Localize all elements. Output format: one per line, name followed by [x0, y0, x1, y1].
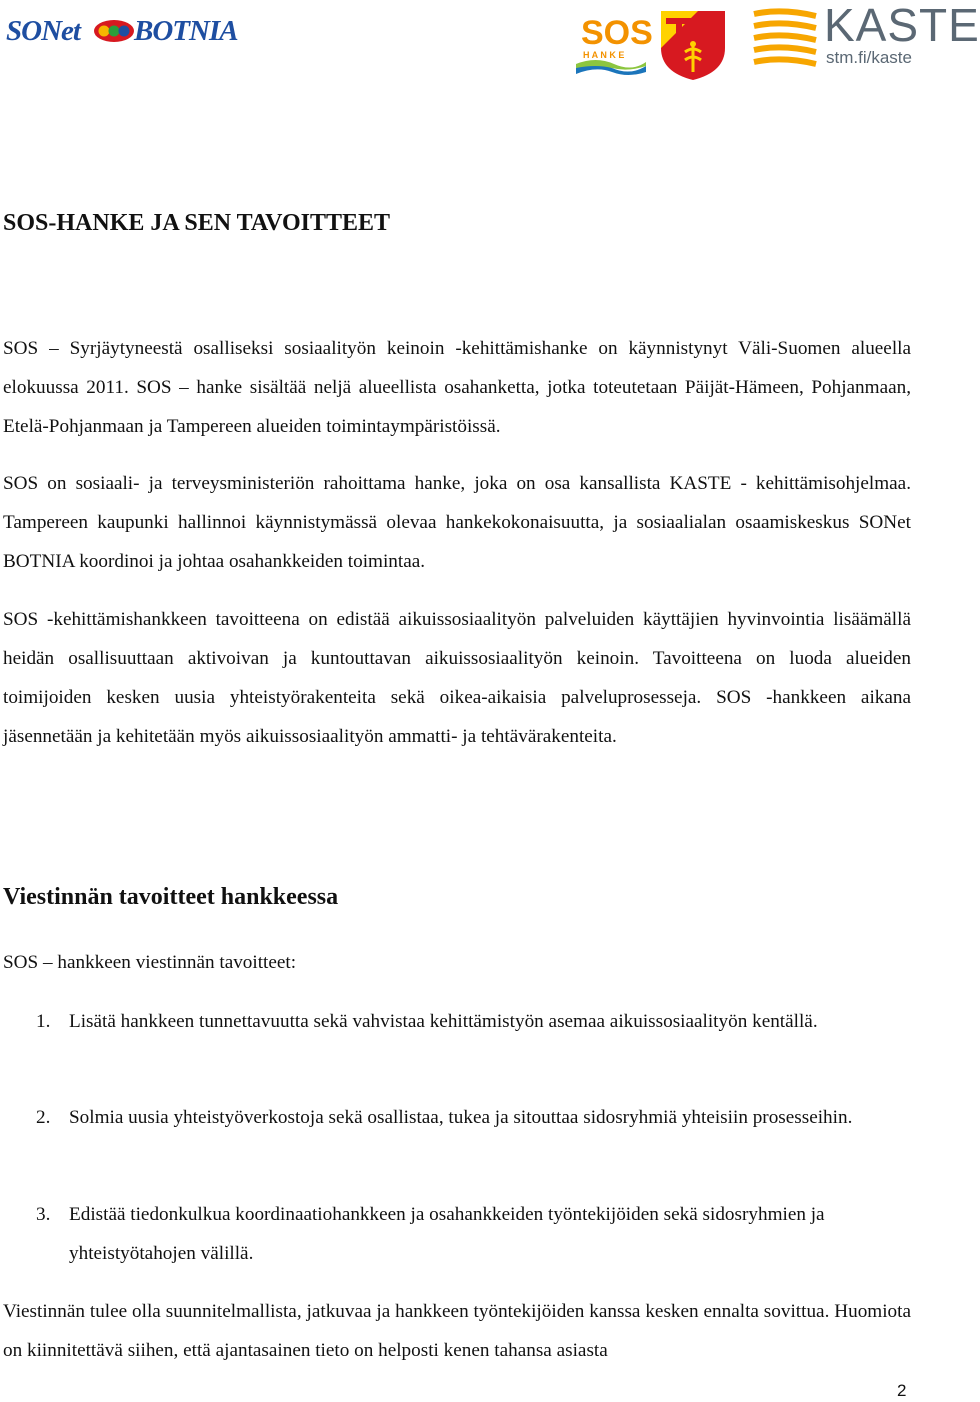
kaste-stripes-icon	[752, 6, 818, 76]
sonet-logo-text: SONet	[6, 15, 80, 47]
sonet-botnia-logo	[6, 12, 246, 52]
section-intro: SOS – hankkeen viestinnän tavoitteet:	[3, 952, 297, 973]
list-item-number: 1.	[36, 1011, 51, 1032]
sos-word: SOS	[581, 14, 653, 52]
botnia-logo-text: BOTNIA	[134, 15, 238, 47]
list-item	[36, 1098, 886, 1137]
kaste-word: KASTE	[824, 0, 980, 51]
page-number: 2	[897, 1381, 907, 1400]
paragraph-funding: SOS on sosiaali- ja terveysministeriön rahoittama hanke, joka on osa kansallista KASTE - kehittämisohjelmaa. Tampereen kaupunki hallinnoi käynnistymässä olevaa hankekokonaisuutta, ja sosiaalialan osaamiskeskus SONet BOTNIA koordinoi ja johtaa osahankkeiden toimintaa.	[3, 473, 911, 572]
sonet-dots-icon	[92, 18, 136, 44]
kaste-url: stm.fi/kaste	[826, 48, 912, 67]
sos-hanke-icon	[574, 6, 653, 80]
paragraph-closing: Viestinnän tulee olla suunnitelmallista, jatkuvaa ja hankkeen työntekijöiden kanssa kesken ennalta sovittua. Huomiota on kiinnitettävä siihen, että ajantasainen tieto on helposti kenen tahansa asiasta	[3, 1301, 911, 1361]
list-item-text: Solmia uusia yhteistyöverkostoja sekä osallistaa, tukea ja sitouttaa sidosryhmiä yhteisiin prosesseihin.	[69, 1107, 853, 1128]
sos-sub: H A N K E	[583, 50, 625, 60]
section-heading: Viestinnän tavoitteet hankkeessa	[3, 884, 339, 910]
list-item-number: 2.	[36, 1107, 51, 1128]
page-title: SOS-HANKE JA SEN TAVOITTEET	[3, 210, 390, 236]
list-item-text: Lisätä hankkeen tunnettavuutta sekä vahvistaa kehittämistyön asemaa aikuissosiaalityön kentällä.	[69, 1011, 818, 1032]
list-item-text: Edistää tiedonkulkua koordinaatiohankkeen ja osahankkeiden työntekijöiden sekä sidosryhmien ja yhteistyötahojen välillä.	[69, 1204, 825, 1264]
tampere-shield-icon	[658, 8, 728, 82]
tampere-logo	[658, 8, 728, 82]
list-item-number: 3.	[36, 1204, 51, 1225]
paragraph-goals: SOS -kehittämishankkeen tavoitteena on edistää aikuissosiaalityön palveluiden käyttäjien hyvinvointia lisäämällä heidän osallisuuttaan aktivoivan ja kuntouttavan aikuissosiaalityön keinoin. Tavoitteena on luoda alueiden toimijoiden kesken uusia yhteistyörakenteita sekä oikea-aikaisia palveluprosesseja. SOS -hankkeen aikana jäsennetään ja kehitetään myös aikuissosiaalityön ammatti- ja tehtävärakenteita.	[3, 609, 911, 747]
list-item	[36, 1002, 886, 1041]
kaste-logo	[752, 0, 980, 80]
list-item	[36, 1195, 886, 1273]
paragraph-intro: SOS – Syrjäytyneestä osalliseksi sosiaalityön keinoin -kehittämishanke on käynnistynyt Väli-Suomen alueella elokuussa 2011. SOS – hanke sisältää neljä alueellista osahanketta, jotka toteutetaan Päijät-Hämeen, Pohjanmaan, Etelä-Pohjanmaan ja Tampereen alueiden toimintaympäristöissä.	[3, 338, 911, 437]
sos-hanke-logo	[574, 6, 653, 80]
